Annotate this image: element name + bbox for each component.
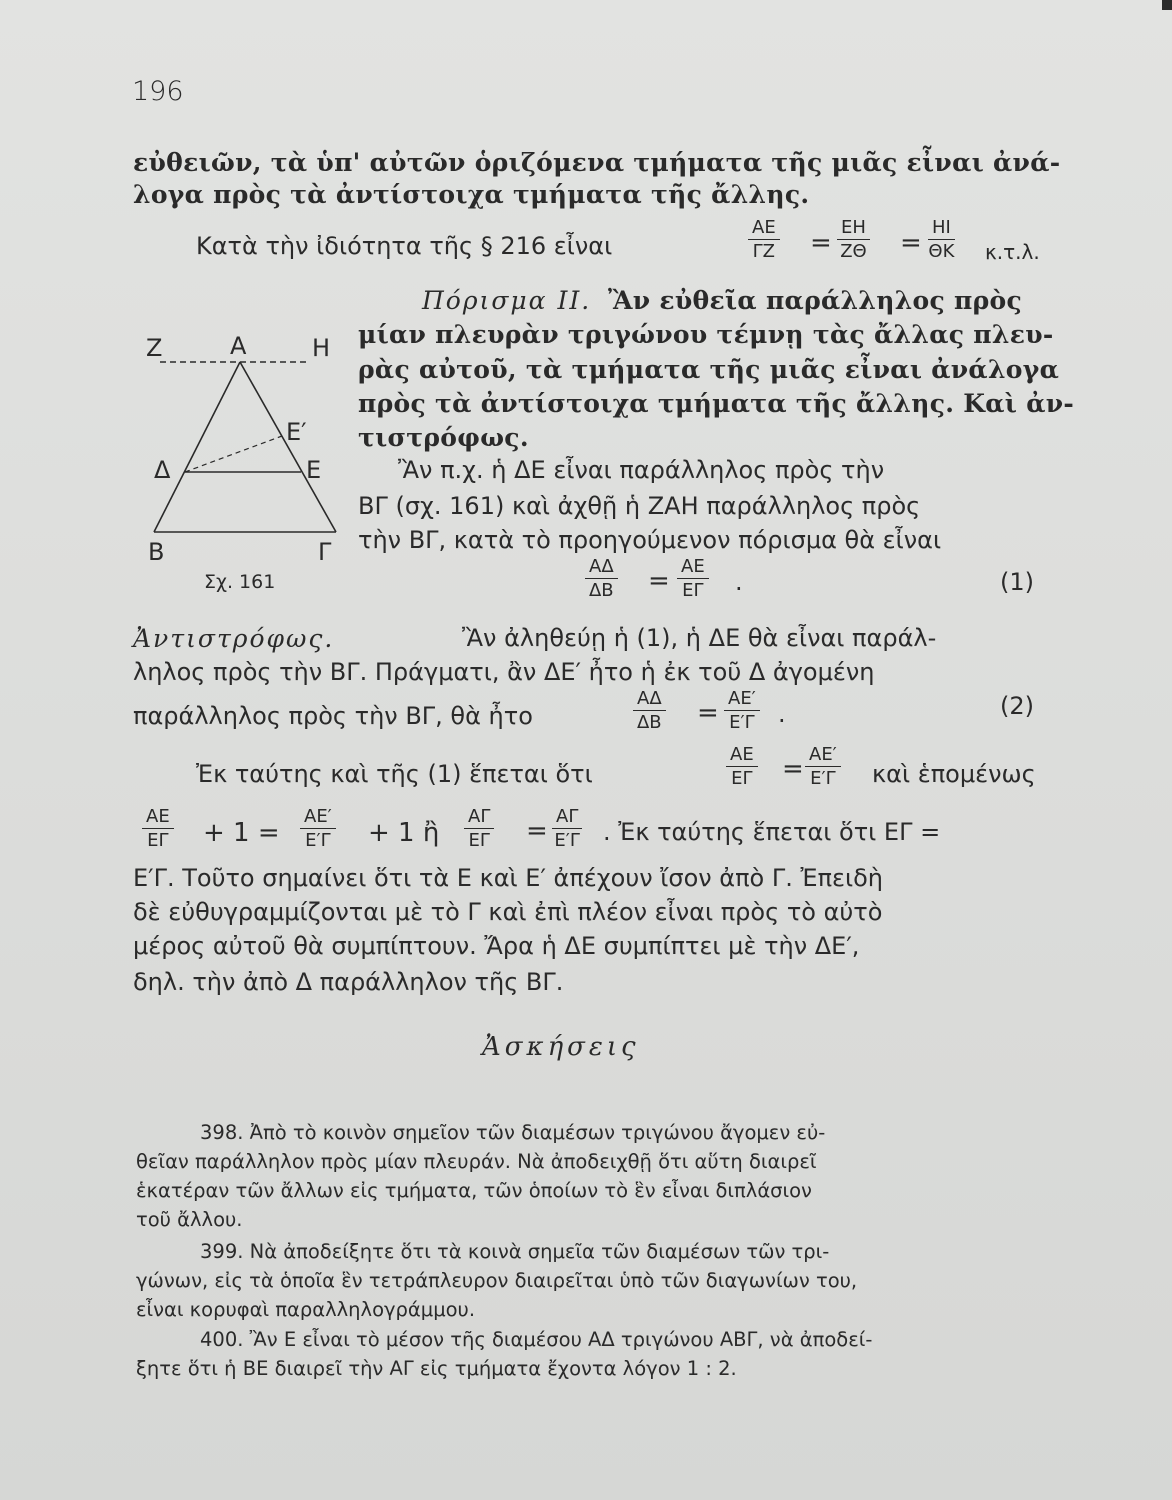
label-g: Γ <box>318 538 332 566</box>
porisma-line-1: Ἂν εὐθεῖα παράλληλος πρὸς <box>608 286 1023 315</box>
equals-sign: = <box>697 698 719 728</box>
example-line-2: ΒΓ (σχ. 161) καὶ ἀχθῇ ἡ ΖΑΗ παράλληλος πρὸς <box>358 492 921 520</box>
etc-abbrev: κ.τ.λ. <box>985 240 1040 264</box>
fraction-numerator: ΑΕ′ <box>805 744 841 767</box>
porisma-line-2: μίαν πλευρὰν τριγώνου τέμνῃ τὰς ἄλλας πλευ- <box>358 320 1054 349</box>
fraction-denominator: ΕΓ <box>468 830 490 851</box>
fraction-numerator: ΑΕ <box>726 744 758 767</box>
exercise-399-line-2: γώνων, εἰς τὰ ὁποῖα ἓν τετράπλευρον διαιρεῖται ὑπὸ τῶν διαγωνίων του, <box>136 1269 858 1292</box>
exercise-400-line-2: ξητε ὅτι ἡ ΒΕ διαιρεῖ τὴν ΑΓ εἰς τμήματα ἔχοντα λόγον 1 : 2. <box>136 1357 737 1380</box>
exercise-398-line-1: 398. Ἀπὸ τὸ κοινὸν σημεῖον τῶν διαμέσων τριγώνου ἄγομεν εὐ- <box>200 1121 826 1144</box>
intro-line-1: εὐθειῶν, τὰ ὑπ' αὐτῶν ὁριζόμενα τμήματα τῆς μιᾶς εἶναι ἀνά- <box>133 148 1061 177</box>
equals-sign: = <box>810 228 832 258</box>
fraction-numerator: ΑΕ′ <box>300 806 336 829</box>
fraction <box>748 217 780 262</box>
fraction <box>928 217 955 262</box>
fraction-denominator: Ε′Γ <box>810 768 836 789</box>
antistrofos-line-5-end: . Ἐκ ταύτης ἕπεται ὅτι ΕΓ = <box>603 818 941 846</box>
fraction-numerator: ΑΕ <box>142 806 174 829</box>
fraction-denominator: ΕΓ <box>682 580 704 601</box>
antistrofos-line-9: δηλ. τὴν ἀπὸ Δ παράλληλον τῆς ΒΓ. <box>133 968 564 996</box>
plus-one-or: + 1 ἢ <box>368 818 440 848</box>
fraction-numerator: ΑΓ <box>464 806 494 829</box>
fraction <box>837 217 870 262</box>
fraction-denominator: ΔΒ <box>636 712 662 733</box>
equals-sign: = <box>648 566 670 596</box>
fraction-numerator: ΑΕ <box>677 556 709 579</box>
antistrofos-line-4-end: καὶ ἑπομένως <box>872 760 1036 788</box>
fraction-numerator: ΑΕ′ <box>724 688 760 711</box>
antistrofos-line-1: Ἂν ἀληθεύῃ ἡ (1), ἡ ΔΕ θὰ εἶναι παράλ- <box>462 624 937 652</box>
fraction <box>464 806 494 851</box>
antistrofos-line-5-text: Ἐκ ταύτης ἕπεται ὅτι ΕΓ = <box>618 818 941 846</box>
porisma-line-5: τιστρόφως. <box>358 423 529 452</box>
equation-label-2: (2) <box>1000 692 1034 720</box>
prop216-text: Κατὰ τὴν ἰδιότητα τῆς § 216 εἶναι <box>196 232 613 260</box>
period: . <box>778 700 786 728</box>
label-b: Β <box>148 538 165 566</box>
plus-one-equals: + 1 = <box>203 818 280 848</box>
example-line-1: Ἂν π.χ. ἡ ΔΕ εἶναι παράλληλος πρὸς τὴν <box>398 456 885 484</box>
antistrofos-line-4: Ἐκ ταύτης καὶ τῆς (1) ἕπεται ὅτι <box>196 760 593 788</box>
exercise-398-line-3: ἑκατέραν τῶν ἄλλων εἰς τμήματα, τῶν ὁποίων τὸ ἓν εἶναι διπλάσιον <box>136 1179 812 1202</box>
antistrofos-line-7: δὲ εὐθυγραμμίζονται μὲ τὸ Γ καὶ ἐπὶ πλέον εἶναι πρὸς τὸ αὐτὸ <box>133 898 883 926</box>
label-z: Ζ <box>146 334 163 362</box>
fraction-numerator: ΑΔ <box>585 556 618 579</box>
side-ag <box>240 362 336 532</box>
exercise-398-line-4: τοῦ ἄλλου. <box>136 1208 243 1231</box>
equals-sign: = <box>526 816 548 846</box>
figure-caption: Σχ. 161 <box>204 571 276 593</box>
figure-161 <box>130 320 360 610</box>
example-line-3: τὴν ΒΓ, κατὰ τὸ προηγούμενον πόρισμα θὰ εἶναι <box>358 526 942 554</box>
porisma-line-3: ρὰς αὐτοῦ, τὰ τμήματα τῆς μιᾶς εἶναι ἀνάλογα <box>358 355 1060 384</box>
fraction-denominator: ΖΘ <box>840 241 867 262</box>
scan-corner <box>1162 0 1172 10</box>
antistrofos-line-3: παράλληλος πρὸς τὴν ΒΓ, θὰ ἦτο <box>133 702 533 730</box>
antistrofos-title: Ἀντιστρόφως. <box>133 624 335 653</box>
fraction-denominator: Ε′Γ <box>729 712 755 733</box>
exercise-399-line-1: 399. Νὰ ἀποδείξητε ὅτι τὰ κοινὰ σημεῖα τῶν διαμέσων τῶν τρι- <box>200 1240 830 1263</box>
fraction <box>805 744 841 789</box>
equation-label-1: (1) <box>1000 568 1034 596</box>
antistrofos-line-2: ληλος πρὸς τὴν ΒΓ. Πράγματι, ἂν ΔΕ′ ἦτο ἡ ἐκ τοῦ Δ ἀγομένη <box>133 658 875 686</box>
fraction <box>724 688 760 733</box>
exercise-398-line-2: θεῖαν παράλληλον πρὸς μίαν πλευράν. Νὰ ἀποδειχθῇ ὅτι αὕτη διαιρεῖ <box>136 1150 817 1173</box>
fraction-denominator: ΕΓ <box>147 830 169 851</box>
fraction <box>142 806 174 851</box>
fraction-numerator: ΑΓ <box>552 806 582 829</box>
fraction-denominator: ΔΒ <box>588 580 614 601</box>
label-h: Η <box>312 334 331 362</box>
fraction-denominator: Ε′Γ <box>305 830 331 851</box>
label-a: Α <box>230 332 247 360</box>
fraction-denominator: ΘΚ <box>928 241 955 262</box>
label-e: Ε <box>306 456 322 484</box>
fraction <box>677 556 709 601</box>
antistrofos-line-8: μέρος αὐτοῦ θὰ συμπίπτουν. Ἄρα ἡ ΔΕ συμπίπτει μὲ τὴν ΔΕ′, <box>133 932 860 960</box>
equals-sign: = <box>900 228 922 258</box>
page-number: 196 <box>132 76 184 107</box>
fraction-denominator: ΓΖ <box>752 241 776 262</box>
fraction-numerator: ΑΕ <box>748 217 780 240</box>
equals-sign: = <box>782 754 804 784</box>
fraction <box>585 556 618 601</box>
side-ab <box>154 362 240 532</box>
porisma-line-4: πρὸς τὰ ἀντίστοιχα τμήματα τῆς ἄλλης. Καὶ ἀν- <box>358 389 1075 418</box>
fraction-numerator: ΕΗ <box>837 217 870 240</box>
intro-line-2: λογα πρὸς τὰ ἀντίστοιχα τμήματα τῆς ἄλλης. <box>133 180 810 209</box>
label-e-prime: Ε′ <box>286 418 307 446</box>
fraction-numerator: ΑΔ <box>633 688 666 711</box>
porisma-title: Πόρισμα ΙΙ. <box>422 286 592 315</box>
exercises-heading: Ἀσκήσεις <box>482 1032 640 1062</box>
exercise-399-line-3: εἶναι κορυφαὶ παραλληλογράμμου. <box>136 1298 476 1321</box>
fraction-denominator: Ε′Γ <box>554 830 580 851</box>
fraction-numerator: ΗΙ <box>928 217 955 240</box>
exercise-400-line-1: 400. Ἂν Ε εἶναι τὸ μέσον τῆς διαμέσου ΑΔ τριγώνου ΑΒΓ, νὰ ἀποδεί- <box>200 1328 873 1351</box>
fraction <box>726 744 758 789</box>
label-d: Δ <box>154 456 171 484</box>
antistrofos-line-6: Ε′Γ. Τοῦτο σημαίνει ὅτι τὰ Ε καὶ Ε′ ἀπέχουν ἴσον ἀπὸ Γ. Ἐπειδὴ <box>133 864 883 892</box>
fraction <box>633 688 666 733</box>
fraction-denominator: ΕΓ <box>731 768 753 789</box>
period: . <box>735 568 743 596</box>
fraction <box>300 806 336 851</box>
fraction <box>552 806 582 851</box>
